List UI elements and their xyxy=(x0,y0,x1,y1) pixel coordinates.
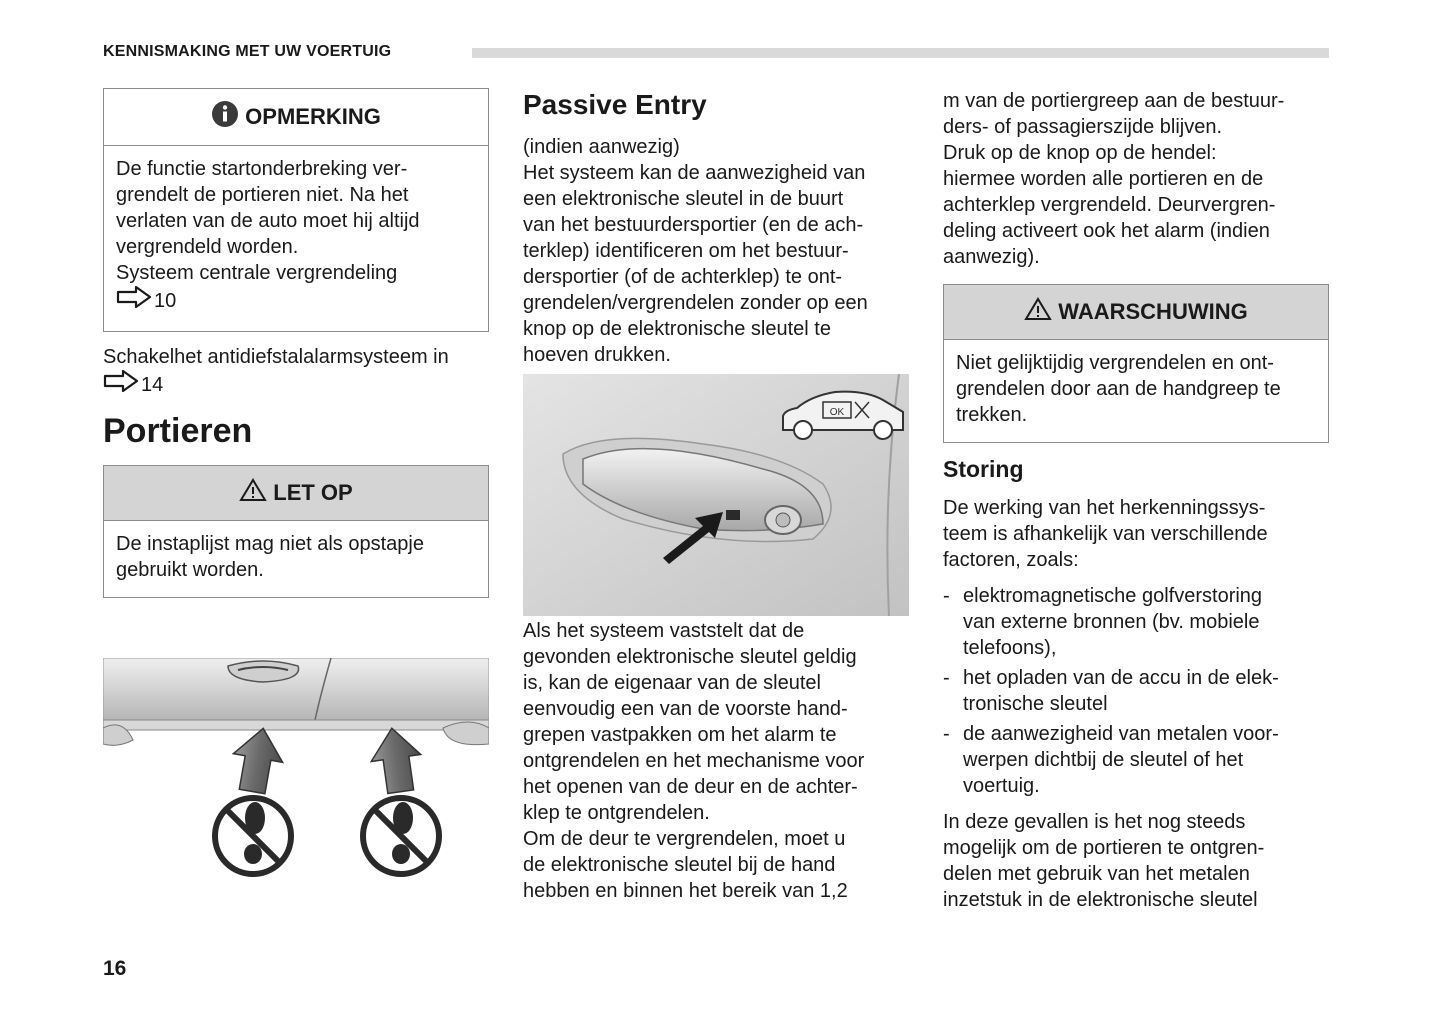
list-item-line: voertuig. xyxy=(963,775,1040,797)
reference-arrow-icon xyxy=(103,370,139,399)
column-left xyxy=(103,88,489,598)
text-line: grendelen/vergrendelen zonder op een xyxy=(523,292,868,314)
page-number: 16 xyxy=(103,957,127,980)
text-line: In deze gevallen is het nog steeds xyxy=(943,811,1246,833)
note-heading xyxy=(104,89,488,146)
text-line: hiermee worden alle portieren en de xyxy=(943,168,1264,190)
list-item xyxy=(943,665,1329,717)
text-line: klep te ontgrendelen. xyxy=(523,802,710,824)
caution-heading-text: LET OP xyxy=(273,480,353,505)
warning-line: trekken. xyxy=(956,404,1028,426)
text-line: knop op de elektronische sleutel te xyxy=(523,318,831,340)
text-line: terklep) identificeren om het bestuur- xyxy=(523,240,849,262)
text-line: ders- of passagierszijde blijven. xyxy=(943,116,1223,138)
info-icon xyxy=(211,100,239,134)
text-line: van het bestuurdersportier (en de ach- xyxy=(523,214,864,236)
text-line: teem is afhankelijk van verschillende xyxy=(943,523,1268,545)
warning-heading xyxy=(944,285,1328,340)
caution-line: gebruikt worden. xyxy=(116,559,264,581)
list-item-line: van externe bronnen (bv. mobiele xyxy=(963,611,1260,633)
no-stepping-icon xyxy=(215,798,291,874)
storing-closing xyxy=(943,809,1329,913)
text-line: hoeven drukken. xyxy=(523,344,671,366)
text-line: inzetstuk in de elektronische sleutel xyxy=(943,889,1258,911)
text-line: een elektronische sleutel in de buurt xyxy=(523,188,844,210)
list-item xyxy=(943,583,1329,661)
warning-heading-text: WAARSCHUWING xyxy=(1058,299,1248,324)
note-heading-text: OPMERKING xyxy=(245,104,381,129)
passive-entry-details xyxy=(523,618,909,904)
note-line: Systeem centrale vergrendeling xyxy=(116,262,398,284)
list-item-line: - elektromagnetische golfverstoring xyxy=(963,585,1263,607)
text-line: ontgrendelen en het mechanisme voor xyxy=(523,750,865,772)
alarm-reference-page: 14 xyxy=(141,373,164,396)
note-page-reference[interactable] xyxy=(116,286,176,315)
text-line: is, kan de eigenaar van de sleutel xyxy=(523,672,821,694)
text-line: de elektronische sleutel bij de hand xyxy=(523,854,836,876)
text-line: grepen vastpakken om het alarm te xyxy=(523,724,837,746)
section-title-portieren: Portieren xyxy=(103,412,253,450)
door-sill-illustration xyxy=(103,658,489,888)
caution-line: De instaplijst mag niet als opstapje xyxy=(116,533,424,555)
warning-line: Niet gelijktijdig vergrendelen en ont- xyxy=(956,352,1274,374)
text-line: aanwezig). xyxy=(943,246,1040,268)
text-line: factoren, zoals: xyxy=(943,549,1079,571)
passive-entry-intro xyxy=(523,134,909,368)
reference-arrow-icon xyxy=(116,286,152,315)
section-title-storing: Storing xyxy=(943,456,1024,482)
text-line: Het systeem kan de aanwezigheid van xyxy=(523,162,866,184)
text-line: achterklep vergrendeld. Deurvergren- xyxy=(943,194,1276,216)
list-item-line: werpen dichtbij de sleutel of het xyxy=(963,749,1244,771)
warning-line: grendelen door aan de handgreep te xyxy=(956,378,1281,400)
text-line: hebben en binnen het bereik van 1,2 xyxy=(523,880,848,902)
alarm-paragraph xyxy=(103,344,489,399)
warning-triangle-icon xyxy=(239,478,267,508)
column-middle xyxy=(523,88,909,904)
text-line: Druk op de knop op de hendel: xyxy=(943,142,1217,164)
note-line: verlaten van de auto moet hij altijd xyxy=(116,210,420,232)
warning-body xyxy=(944,340,1328,440)
alarm-line: Schakelhet antidiefstalalarmsysteem in xyxy=(103,346,449,368)
caution-body xyxy=(104,521,488,595)
list-item-line: telefoons), xyxy=(963,637,1057,659)
caution-box xyxy=(103,465,489,598)
text-line: delen met gebruik van het metalen xyxy=(943,863,1250,885)
passive-entry-continued xyxy=(943,88,1329,270)
caution-heading xyxy=(104,466,488,521)
text-line: eenvoudig een van de voorste hand- xyxy=(523,698,848,720)
column-right xyxy=(943,88,1329,913)
note-box xyxy=(103,88,489,332)
running-header: KENNISMAKING MET UW VOERTUIG xyxy=(103,43,392,60)
no-stepping-icon xyxy=(363,798,439,874)
text-line: Als het systeem vaststelt dat de xyxy=(523,620,805,642)
header-rule xyxy=(472,48,1329,58)
text-line: Om de deur te vergrendelen, moet u xyxy=(523,828,846,850)
text-line: De werking van het herkenningssys- xyxy=(943,497,1266,519)
text-line: mogelijk om de portieren te ontgren- xyxy=(943,837,1265,859)
note-line: vergrendeld worden. xyxy=(116,236,299,258)
text-line: (indien aanwezig) xyxy=(523,136,680,158)
list-item-line: - de aanwezigheid van metalen voor- xyxy=(963,723,1279,745)
note-reference-page: 10 xyxy=(154,289,177,312)
text-line: dersportier (of de achterklep) te ont- xyxy=(523,266,843,288)
note-line: grendelt de portieren niet. Na het xyxy=(116,184,409,206)
list-item xyxy=(943,721,1329,799)
text-line: het openen van de deur en de achter- xyxy=(523,776,858,798)
note-body xyxy=(104,146,488,327)
note-line: De functie startonderbreking ver- xyxy=(116,158,408,180)
storing-intro xyxy=(943,495,1329,573)
section-title-passive-entry: Passive Entry xyxy=(523,89,707,120)
text-line: deling activeert ook het alarm (indien xyxy=(943,220,1270,242)
text-line: gevonden elektronische sleutel geldig xyxy=(523,646,857,668)
door-handle-illustration xyxy=(523,374,909,616)
storing-factor-list xyxy=(943,583,1329,799)
list-item-line: tronische sleutel xyxy=(963,693,1108,715)
car-ok-label: OK xyxy=(829,407,845,418)
list-item-line: - het opladen van de accu in de elek- xyxy=(963,667,1279,689)
alarm-page-reference[interactable] xyxy=(103,370,163,399)
warning-box xyxy=(943,284,1329,443)
warning-triangle-icon xyxy=(1024,297,1052,327)
text-line: m van de portiergreep aan de bestuur- xyxy=(943,90,1285,112)
